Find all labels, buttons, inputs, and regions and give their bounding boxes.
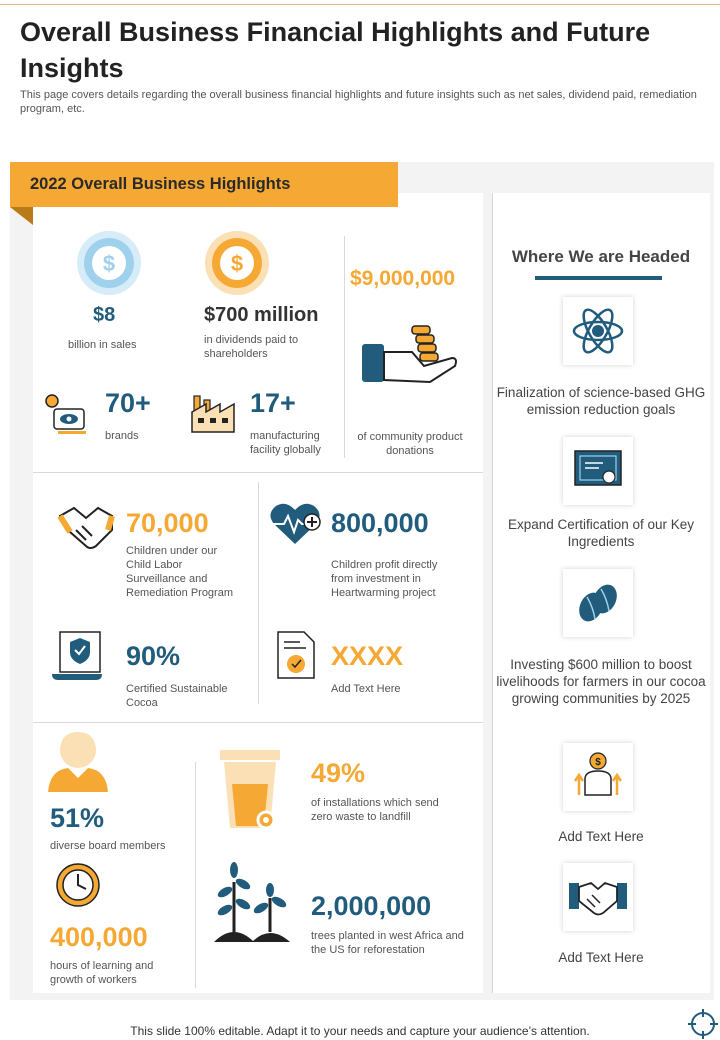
brand-idea-icon (42, 393, 90, 435)
top-rule (0, 0, 720, 5)
certified-scroll-icon (50, 630, 106, 682)
growth-person-icon (563, 743, 633, 811)
headed-item-text: Add Text Here (558, 950, 644, 965)
divider (344, 236, 345, 458)
trees-label: trees planted in west Africa and the US for reforestation (311, 930, 464, 956)
headed-item-text: Add Text Here (558, 829, 644, 844)
waste-label: of installations which send zero waste to landfill (311, 797, 439, 823)
svg-text:$: $ (102, 251, 116, 276)
banner-title: 2022 Overall Business Highlights (30, 175, 291, 193)
board-value: 51% (50, 803, 105, 833)
recycle-bin-icon (218, 748, 282, 832)
heartwarming-value: 800,000 (331, 508, 429, 538)
dividends-label: in dividends paid to shareholders (204, 334, 299, 360)
headed-item-text: Expand Certification of our Key Ingredients (507, 517, 695, 549)
handshake-icon (563, 863, 633, 931)
crosshair-icon (688, 1009, 718, 1039)
atom-icon (563, 297, 633, 365)
cocoa-bean-icon-box (563, 569, 633, 637)
learning-value: 400,000 (50, 922, 148, 952)
dividends-value: $700 million (204, 304, 319, 326)
clock-icon (55, 862, 101, 908)
svg-text:$: $ (595, 757, 601, 768)
sales-value: $8 (93, 304, 116, 326)
handshake-icon (56, 500, 116, 552)
facilities-value: 17+ (250, 388, 296, 418)
heart-plus-icon (268, 500, 322, 548)
facilities-label: manufacturing facility globally (250, 430, 321, 456)
dollar-coin-gold-icon (204, 230, 270, 296)
donations-label: of community product donations (357, 431, 463, 457)
headed-title: Where We are Headed (511, 247, 691, 266)
certificate-icon (563, 437, 633, 505)
document-check-icon (276, 630, 316, 680)
board-label: diverse board members (50, 840, 166, 852)
donations-value: $9,000,000 (350, 267, 456, 290)
page-subtitle: This page covers details regarding the overall business financial highlights and future insights such as net sales, dividend paid, remediation program, etc. (20, 89, 697, 115)
atom-icon-box (563, 297, 633, 365)
children-label: Children under our Child Labor Surveillance and Remediation Program (126, 545, 233, 599)
growth-person-icon-box (563, 743, 633, 811)
learning-label: hours of learning and growth of workers (50, 960, 154, 986)
brands-label: brands (105, 430, 139, 442)
certificate-icon-box (563, 437, 633, 505)
trees-value: 2,000,000 (311, 891, 432, 921)
dollar-coin-light-icon (76, 230, 142, 296)
footer-note: This slide 100% editable. Adapt it to your needs and capture your audience’s attention. (130, 1024, 590, 1038)
cocoa-value: 90% (126, 641, 181, 671)
cocoa-bean-icon (563, 569, 633, 637)
headed-item-text: Investing $600 million to boost livelihoods for farmers in our cocoa growing communities by 2025 (496, 657, 706, 706)
divider (33, 472, 483, 473)
handshake-icon-box (563, 863, 633, 931)
divider (33, 722, 483, 723)
svg-text:$: $ (230, 251, 244, 276)
hand-coins-icon (360, 322, 460, 392)
woman-avatar-icon (48, 730, 108, 792)
cocoa-label: Certified Sustainable Cocoa (126, 683, 228, 709)
factory-icon (190, 392, 236, 434)
divider (195, 762, 196, 988)
children-value: 70,000 (126, 508, 209, 538)
sales-label: billion in sales (68, 339, 137, 351)
placeholder-label: Add Text Here (331, 683, 401, 695)
heartwarming-label: Children profit directly from investment in Heartwarming project (331, 559, 438, 599)
waste-value: 49% (311, 758, 366, 788)
page-title: Overall Business Financial Highlights and Future Insights (20, 17, 651, 83)
brands-value: 70+ (105, 388, 151, 418)
headed-underline (535, 276, 662, 280)
banner-fold (10, 207, 33, 225)
plants-icon (210, 862, 296, 944)
placeholder-value: XXXX (331, 641, 404, 671)
headed-item-text: Finalization of science-based GHG emission reduction goals (496, 385, 706, 417)
divider (258, 482, 259, 704)
